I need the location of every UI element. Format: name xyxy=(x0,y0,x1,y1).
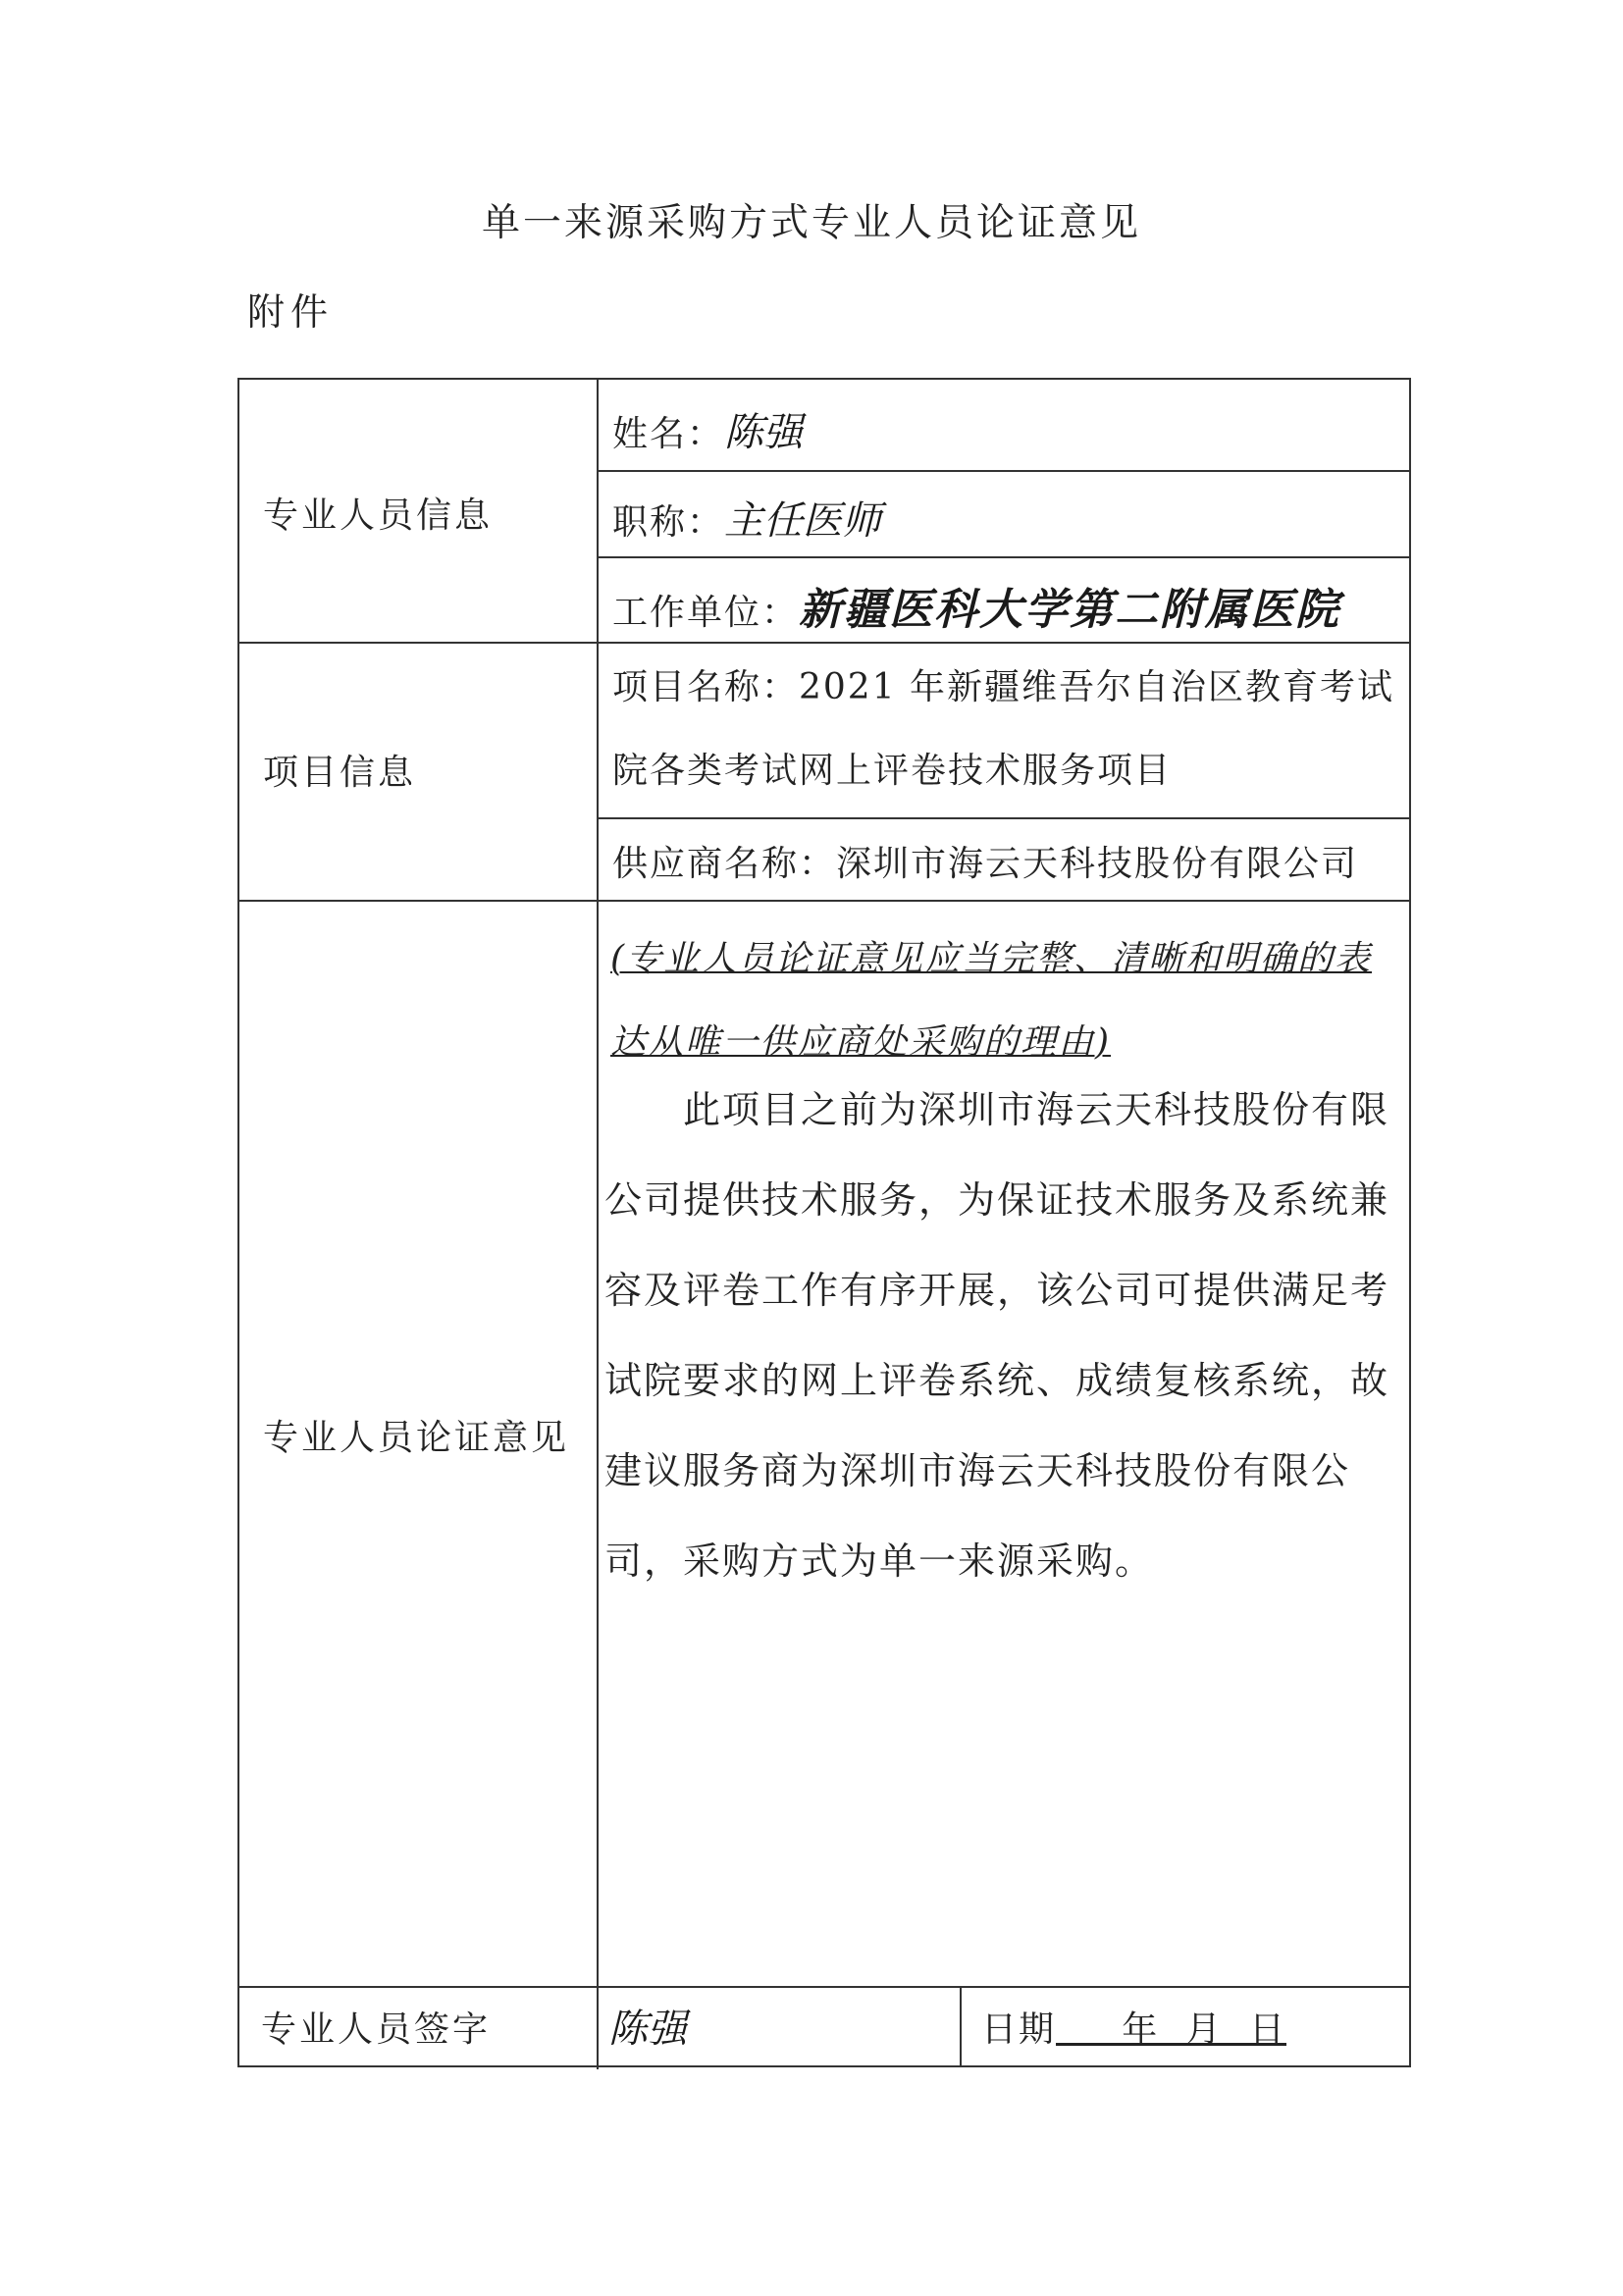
date-label: 日期 xyxy=(981,2009,1057,2050)
name-label: 姓名： xyxy=(612,414,725,454)
signature-name: 陈强 xyxy=(608,2007,687,2052)
row-divider-opinion xyxy=(239,1986,1411,1988)
opinion-section-label: 专业人员论证意见 xyxy=(263,1418,570,1458)
personnel-section-label: 专业人员信息 xyxy=(263,496,494,536)
title-field xyxy=(612,490,881,546)
date-blank: 年 月 日 xyxy=(1056,2009,1287,2050)
org-value: 新疆医科大学第二附属医院 xyxy=(799,585,1341,635)
name-value: 陈强 xyxy=(724,410,804,455)
org-field xyxy=(612,574,1340,637)
title-label: 职称： xyxy=(612,502,725,543)
column-divider xyxy=(597,380,599,2069)
project-section-label: 项目信息 xyxy=(263,753,417,793)
date-field xyxy=(981,2002,1286,2052)
signature-label: 专业人员签字 xyxy=(261,2009,492,2050)
row-divider-personnel xyxy=(239,642,1411,644)
row-divider-title xyxy=(597,556,1411,558)
row-divider-name xyxy=(597,470,1411,472)
name-field xyxy=(612,401,803,457)
row-divider-project-name xyxy=(597,817,1411,819)
row-divider-project xyxy=(239,900,1411,902)
page-title: 单一来源采购方式专业人员论证意见 xyxy=(481,201,1141,245)
project-name-line1: 项目名称：2021 年新疆维吾尔自治区教育考试 xyxy=(612,667,1395,707)
project-name-line2: 院各类考试网上评卷技术服务项目 xyxy=(612,751,1173,791)
opinion-body: 此项目之前为深圳市海云天科技股份有限公司提供技术服务，为保证技术服务及系统兼容及评卷工作有序开展，该公司可提供满足考试院要求的网上评卷系统、成绩复核系统，故建议服务商为深圳市海云天科技股份有限公司，采购方式为单一来源采购。 xyxy=(604,1088,1390,1583)
supplier-name: 供应商名称：深圳市海云天科技股份有限公司 xyxy=(612,844,1359,884)
instruction-note: (专业人员论证意见应当完整、清晰和明确的表达从唯一供应商处采购的理由) xyxy=(610,939,1373,1063)
title-value: 主任医师 xyxy=(724,498,882,544)
date-divider xyxy=(960,1986,962,2067)
org-label: 工作单位： xyxy=(612,593,800,633)
attachment-label: 附件 xyxy=(247,290,335,334)
